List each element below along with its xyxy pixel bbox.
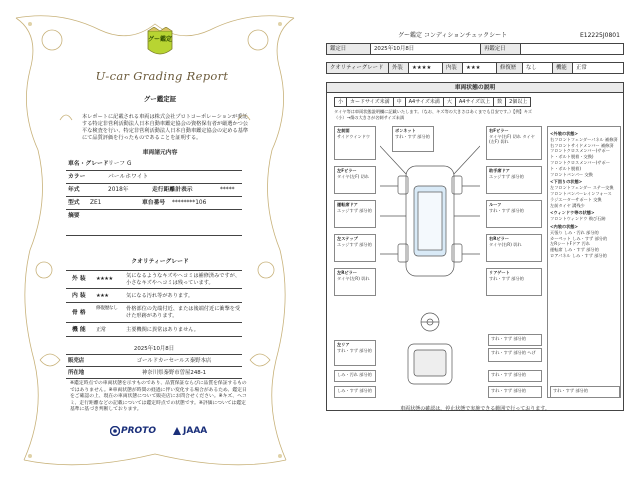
panel-title: 右Rピラー (489, 236, 509, 241)
certificate-intro: 本レポートに記載される車両は株式会社プロトコーポレーションが委託する特定非営利活動法人日本自動車鑑定協会の資格保有者が厳選かつ公平な検査を行い、特定非営利活動法人日本自動車鑑定協会の定める基準にて品質評価を行ったものであることを証明する。 (82, 114, 249, 142)
legend-cell: A4サイズ以上 (455, 98, 493, 107)
legend-cell: 中 (393, 98, 405, 107)
vehicle-year-row (66, 184, 242, 197)
header-value (521, 44, 624, 55)
panel-body: 部分的 (575, 388, 588, 393)
grade-row-exterior (66, 271, 242, 289)
legend-cell: 数 (494, 98, 506, 107)
sheet-title: グー鑑定 コンディションチェックシート (398, 32, 508, 39)
grade-label: 機 能 (72, 327, 86, 333)
vehicle-color-label: カラー (68, 174, 86, 180)
vehicle-name-label: 車名・グレード (68, 161, 109, 167)
legend-cell: 2個以上 (506, 98, 531, 107)
panel-body: タイヤ(右R) 切れ (489, 241, 522, 247)
ext-value: ★★★★ (409, 63, 443, 74)
grade-text: 骨格部位の先端付近、または後端付近に衝撃を受けた形跡があります。 (126, 306, 241, 319)
damage-panel (488, 386, 542, 398)
damage-panel (486, 126, 542, 160)
list-item: フロントバンパーレインフォース (550, 190, 612, 196)
panel-title: 左前面 (337, 128, 350, 133)
vehicle-model-label: 型式 (68, 200, 80, 206)
grade-label: 外 装 (72, 276, 86, 282)
vehicle-model-value: ZE1 (90, 200, 102, 206)
grade-text: 気になる汚れ等があります。 (126, 293, 194, 299)
goo-kantei-badge-icon (146, 27, 174, 61)
vehicle-name-value: リーフ G (108, 161, 132, 167)
panel-body: 部分的 (513, 388, 526, 393)
damage-panel (334, 268, 376, 296)
header-key: 鑑定日 (327, 44, 371, 55)
panel-title: すれ・すず (491, 388, 512, 393)
header-key: 再鑑定日 (481, 44, 521, 55)
panel-body: タイヤ(左R) 切れ (337, 275, 370, 281)
panel-title: リアゲート (489, 270, 510, 275)
damage-panel (334, 126, 376, 160)
grade-stars: ★★★ (96, 293, 109, 299)
address-label: 所在地 (68, 370, 85, 376)
list-section-title: <内装の状態> (550, 223, 578, 229)
damage-panel (488, 334, 542, 346)
legend-cell: 小 (335, 98, 347, 107)
panel-body: タイヤ(左F) 切れ (337, 173, 370, 179)
list-section-title: <ウィンドウ等の状態> (550, 210, 595, 216)
damage-panel (488, 370, 542, 382)
condition-notes-list (547, 126, 621, 398)
panel-body: エッジすず 部分的 (337, 241, 372, 247)
int-label: 内装 (443, 63, 463, 74)
list-section-title: <外装の状態> (550, 131, 578, 136)
list-item: フロントウィンドウ 飛び石跡 (550, 216, 606, 222)
list-item: フロントクロスメンバー(サポート・ボルト脱着・交換) (550, 148, 610, 160)
remarks-label: 摘要 (68, 213, 80, 219)
panel-title: 運転席ドア (337, 202, 358, 207)
grade-label: 骨 格 (72, 310, 86, 316)
panel-title: 助手席ドア (489, 168, 510, 173)
mileage-label: 走行距離計表示 (152, 187, 193, 193)
proto-logo-text: PROTO (121, 426, 156, 436)
list-item: 左フロントフェンダー ステー交換 (550, 185, 614, 191)
vehicle-remarks-row (66, 210, 242, 236)
issue-date: 2025年10月8日 (133, 346, 175, 352)
panel-body: タイヤ(右F) 切れ タイヤ(左F) 切れ (489, 133, 535, 145)
sheet-code: E12225J0801 (580, 32, 620, 39)
list-item: ラジエーターサポート 交換 (550, 196, 602, 202)
repair-label: 修復歴 (497, 63, 523, 74)
panel-body: すれ・すず 部分的 (489, 275, 524, 281)
int-value: ★★★ (463, 63, 497, 74)
grade-text: 主要機関に異常はありません。 (126, 327, 199, 333)
quality-label: クオリティーグレード (327, 63, 389, 74)
panel-body: 部分的 (513, 372, 526, 377)
header-value: 2025年10月8日 (371, 44, 481, 55)
legend-cell: A4サイズ未満 (405, 98, 443, 107)
repair-value: なし (523, 63, 553, 74)
report-script-title: U-car Grading Report (95, 69, 229, 83)
panel-title: すれ・すず (491, 372, 512, 377)
panel-body: すれ・すず 部分的 (489, 207, 524, 213)
ext-label: 外装 (389, 63, 409, 74)
panel-body: 部分的 (359, 372, 372, 377)
mileage-value: ***** (220, 187, 235, 193)
damage-panel (486, 166, 542, 194)
grade-text: 気になるようなキズやヘコミは補修済みですが、小さなキズやヘコミは残っています。 (126, 273, 241, 286)
vehicle-name-row (66, 158, 242, 171)
jaaa-logo-text: JAAA (183, 426, 208, 436)
quality-grade-row (326, 62, 624, 74)
badge-label: グー鑑定 (147, 36, 172, 43)
damage-panel (334, 370, 376, 382)
panel-title: すれ・すず (491, 350, 512, 355)
jaaa-logo-icon (172, 426, 182, 436)
damage-panel (488, 348, 542, 362)
panel-title: すれ・すず (491, 336, 512, 341)
panel-title: 左Fピラー (337, 168, 357, 173)
quality-grade-title: クオリティーグレード (131, 259, 189, 265)
vehicle-section-title: 車両諸元内容 (142, 150, 178, 156)
panel-title: しみ・汚れ (337, 372, 358, 377)
damage-panel (550, 386, 620, 398)
list-item: カーペット しみ・すず 部分的 (550, 235, 608, 241)
car-top-view-diagram (380, 126, 480, 394)
panel-title: しみ・すず (337, 388, 358, 393)
vehicle-year-value: 2018年 (108, 187, 129, 193)
legend-cell: 大 (443, 98, 455, 107)
grading-certificate (0, 0, 310, 480)
list-item: ロアパネル しみ・すず 部分的 (550, 252, 607, 258)
grade-label: 内 装 (72, 293, 86, 299)
shop-label: 販売店 (68, 358, 85, 364)
panel-title: すれ・すず (553, 388, 574, 393)
shop-value: ゴールドカーセールス秦野本店 (136, 358, 212, 364)
list-section-title: <下回りの状態> (550, 179, 583, 185)
damage-panel (334, 340, 376, 366)
panel-body: エッジすず 部分的 (489, 173, 524, 179)
panel-body: 部分的 ヘげ (513, 350, 536, 355)
list-item: 左前タイヤ 溝残少 (550, 202, 585, 208)
damage-panel (334, 386, 376, 398)
panel-title: 左Rピラー (337, 270, 357, 275)
sheet-bottom-note: 車両状態の確認は、停止状態で実施できる範囲で行っております。 (400, 406, 550, 412)
panel-body: エッジすず 部分的 (337, 207, 372, 213)
vehicle-color-row (66, 171, 242, 184)
vehicle-color-value: パールホワイト (108, 174, 149, 180)
shop-row (66, 355, 242, 367)
list-item: 天張り しみ・汚れ 部分的 (550, 229, 599, 235)
issue-date-row (66, 343, 242, 355)
vehicle-state-title: 車両状態の説明 (326, 82, 624, 93)
panel-body: すれ・すず 部分的 (395, 133, 430, 139)
certificate-notes: ※鑑定時点での車両状態を示すものであり、品質保証ならびに品質を保証するものではありません。※車両状態が時間の経過に伴い変化する場合があるため、鑑定日をご確認の上、現在の車両状態について販売店にお問合せください。※キズ、ヘコミ、走行距離などの記載については鑑定時点での状態です。※評価については鑑定基準に基づき判断しております。 (70, 381, 247, 413)
func-value: 正常 (573, 63, 624, 74)
damage-panel (486, 200, 542, 228)
list-item: 右フロントフェンダーパネル 補修済 (550, 136, 618, 142)
quality-grade-table (66, 270, 242, 337)
grade-row-interior (66, 289, 242, 303)
list-item: フロントバンパー 交換 (550, 171, 593, 177)
damage-panel (334, 200, 376, 228)
panel-title: ボンネット (395, 128, 416, 133)
grade-row-frame (66, 303, 242, 323)
panel-body: 部分的 (359, 388, 372, 393)
damage-panel (334, 166, 376, 194)
frame-number-label: 車台番号 (142, 200, 166, 206)
damage-panel (486, 234, 542, 262)
address-row (66, 367, 242, 379)
address-value: 神奈川県秦野市曽屋248-1 (141, 370, 207, 376)
sheet-header-table (326, 43, 624, 55)
damage-panel (334, 234, 376, 262)
grade-stars: 修復歴なし (96, 306, 118, 311)
header-row (327, 44, 624, 55)
panel-title: 左リア (337, 342, 350, 347)
panel-title: 右Fピラー (489, 128, 509, 133)
panel-body: 部分的 (513, 336, 526, 341)
proto-logo-icon (110, 426, 120, 436)
frame-number-value: ********106 (172, 200, 207, 206)
vehicle-year-label: 年式 (68, 187, 80, 193)
list-item: 右フロントサイドメンバー 補修済 (550, 142, 614, 148)
legend-notes: タイヤ等は車両状態説明欄に記載いたします。（なお、キズ等の大きさはあくまでも目安です。）【例】キズ（小）→傷の大きさが名刺サイズ未満 (334, 109, 532, 120)
panel-title: ルーフ (489, 202, 502, 207)
panel-title: 左ステップ (337, 236, 358, 241)
certificate-title: グー鑑定証 (143, 95, 177, 103)
grade-stars: ★★★★ (96, 276, 113, 282)
panel-body: サイドウインドウ (337, 133, 371, 139)
size-legend (334, 97, 531, 107)
grade-stars: 正常 (96, 327, 106, 333)
grade-row-function (66, 323, 242, 337)
func-label: 機能 (553, 63, 573, 74)
legend-cell: カードサイズ未満 (347, 98, 394, 107)
list-item: 運転席 しみ・すず 部分的 (550, 247, 599, 253)
panel-body: すれ・すず 部分的 (337, 347, 372, 353)
vehicle-model-row (66, 197, 242, 210)
damage-panel (486, 268, 542, 296)
damage-panel (392, 126, 434, 152)
list-item: フロントクロスメンバー(サポート・ボルト脱着) (550, 159, 610, 171)
list-item: 左RシートFドア 汚れ (550, 241, 591, 247)
